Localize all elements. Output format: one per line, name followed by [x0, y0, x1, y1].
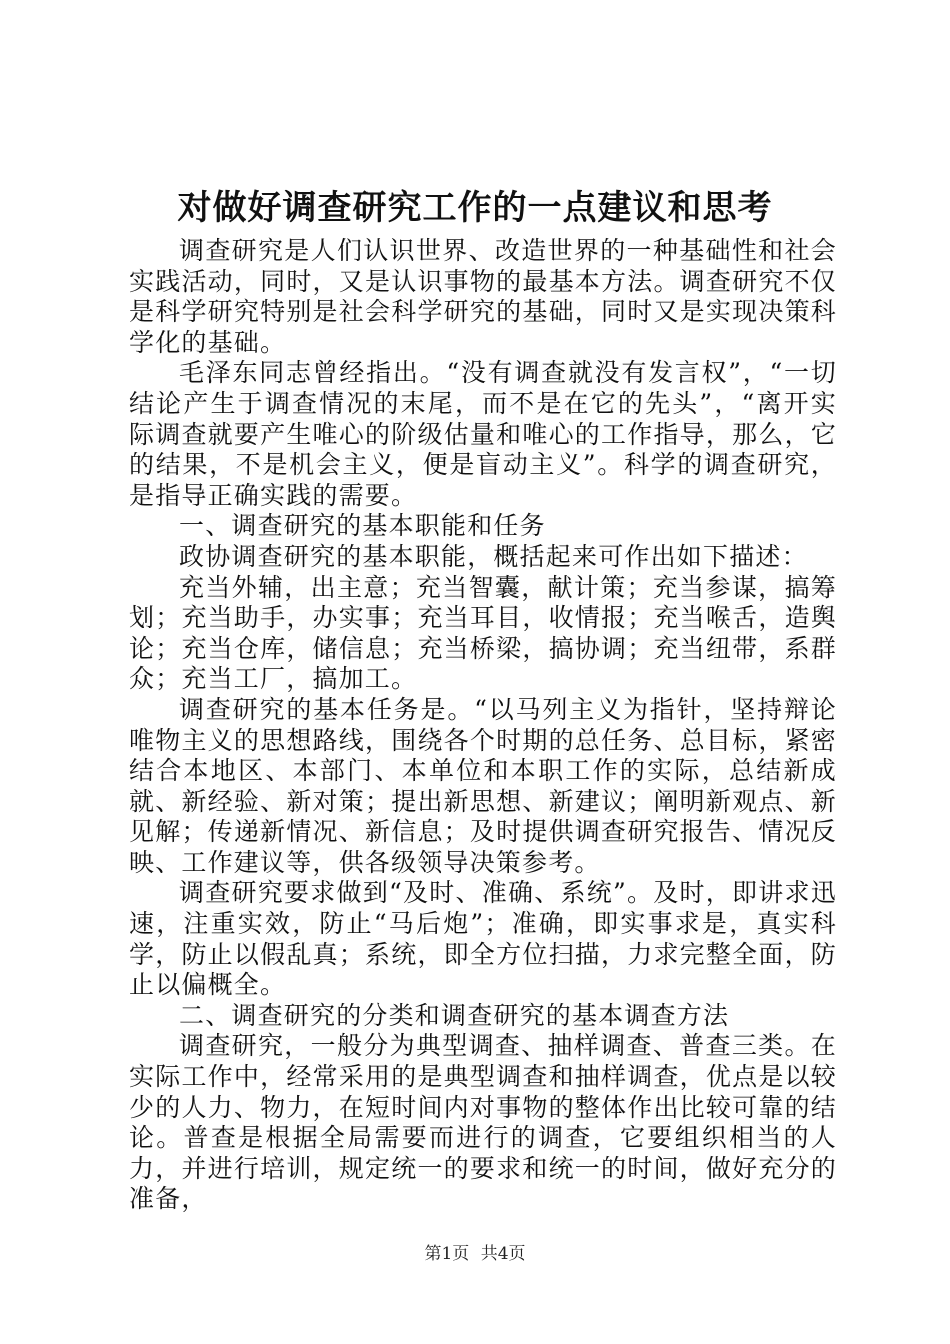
paragraph: 调查研究的基本任务是。“以马列主义为指针，坚持辩论唯物主义的思想路线，围绕各个时期的总任务、总目标，紧密结合本地区、本部门、本单位和本职工作的实际，总结新成就、新经验、新对策；提出新思想、新建议；阐明新观点、新见解；传递新情况、新信息；及时提供调查研究报告、情况反映、工作建议等，供各级领导决策参考。 — [129, 694, 837, 877]
document-body — [129, 236, 837, 1215]
page-total: 共4页 — [480, 1244, 526, 1264]
page-number: 第1页 — [424, 1244, 470, 1264]
paragraph: 政协调查研究的基本职能，概括起来可作出如下描述： — [179, 541, 808, 571]
paragraph: 调查研究是人们认识世界、改造世界的一种基础性和社会实践活动，同时，又是认识事物的最基本方法。调查研究不仅是科学研究特别是社会科学研究的基础，同时又是实现决策科学化的基础。 — [129, 236, 837, 357]
page-footer — [0, 1243, 950, 1265]
document-title: 对做好调查研究工作的一点建议和思考 — [177, 188, 773, 228]
paragraph: 毛泽东同志曾经指出。“没有调查就没有发言权”，“一切结论产生于调查情况的末尾，而不是在它的先头”，“离开实际调查就要产生唯心的阶级估量和唯心的工作指导，那么，它的结果，不是机会主义，便是盲动主义”。科学的调查研究，是指导正确实践的需要。 — [129, 358, 837, 510]
paragraph: 调查研究要求做到“及时、准确、系统”。及时，即讲求迅速，注重实效，防止“马后炮”；准确，即实事求是，真实科学，防止以假乱真；系统，即全方位扫描，力求完整全面，防止以偏概全。 — [129, 878, 837, 1000]
section-heading: 一、调查研究的基本职能和任务 — [179, 511, 546, 541]
section-heading: 二、调查研究的分类和调查研究的基本调查方法 — [179, 1000, 730, 1030]
paragraph: 充当外辅，出主意；充当智囊，献计策；充当参谋，搞筹划；充当助手，办实事；充当耳目，收情报；充当喉舌，造舆论；充当仓库，储信息；充当桥梁，搞协调；充当纽带，系群众；充当工厂，搞加工。 — [129, 572, 837, 694]
paragraph: 调查研究，一般分为典型调查、抽样调查、普查三类。在实际工作中，经常采用的是典型调查和抽样调查，优点是以较少的人力、物力，在短时间内对事物的整体作出比较可靠的结论。普查是根据全局需要而进行的调查，它要组织相当的人力，并进行培训，规定统一的要求和统一的时间，做好充分的准备， — [129, 1031, 837, 1214]
